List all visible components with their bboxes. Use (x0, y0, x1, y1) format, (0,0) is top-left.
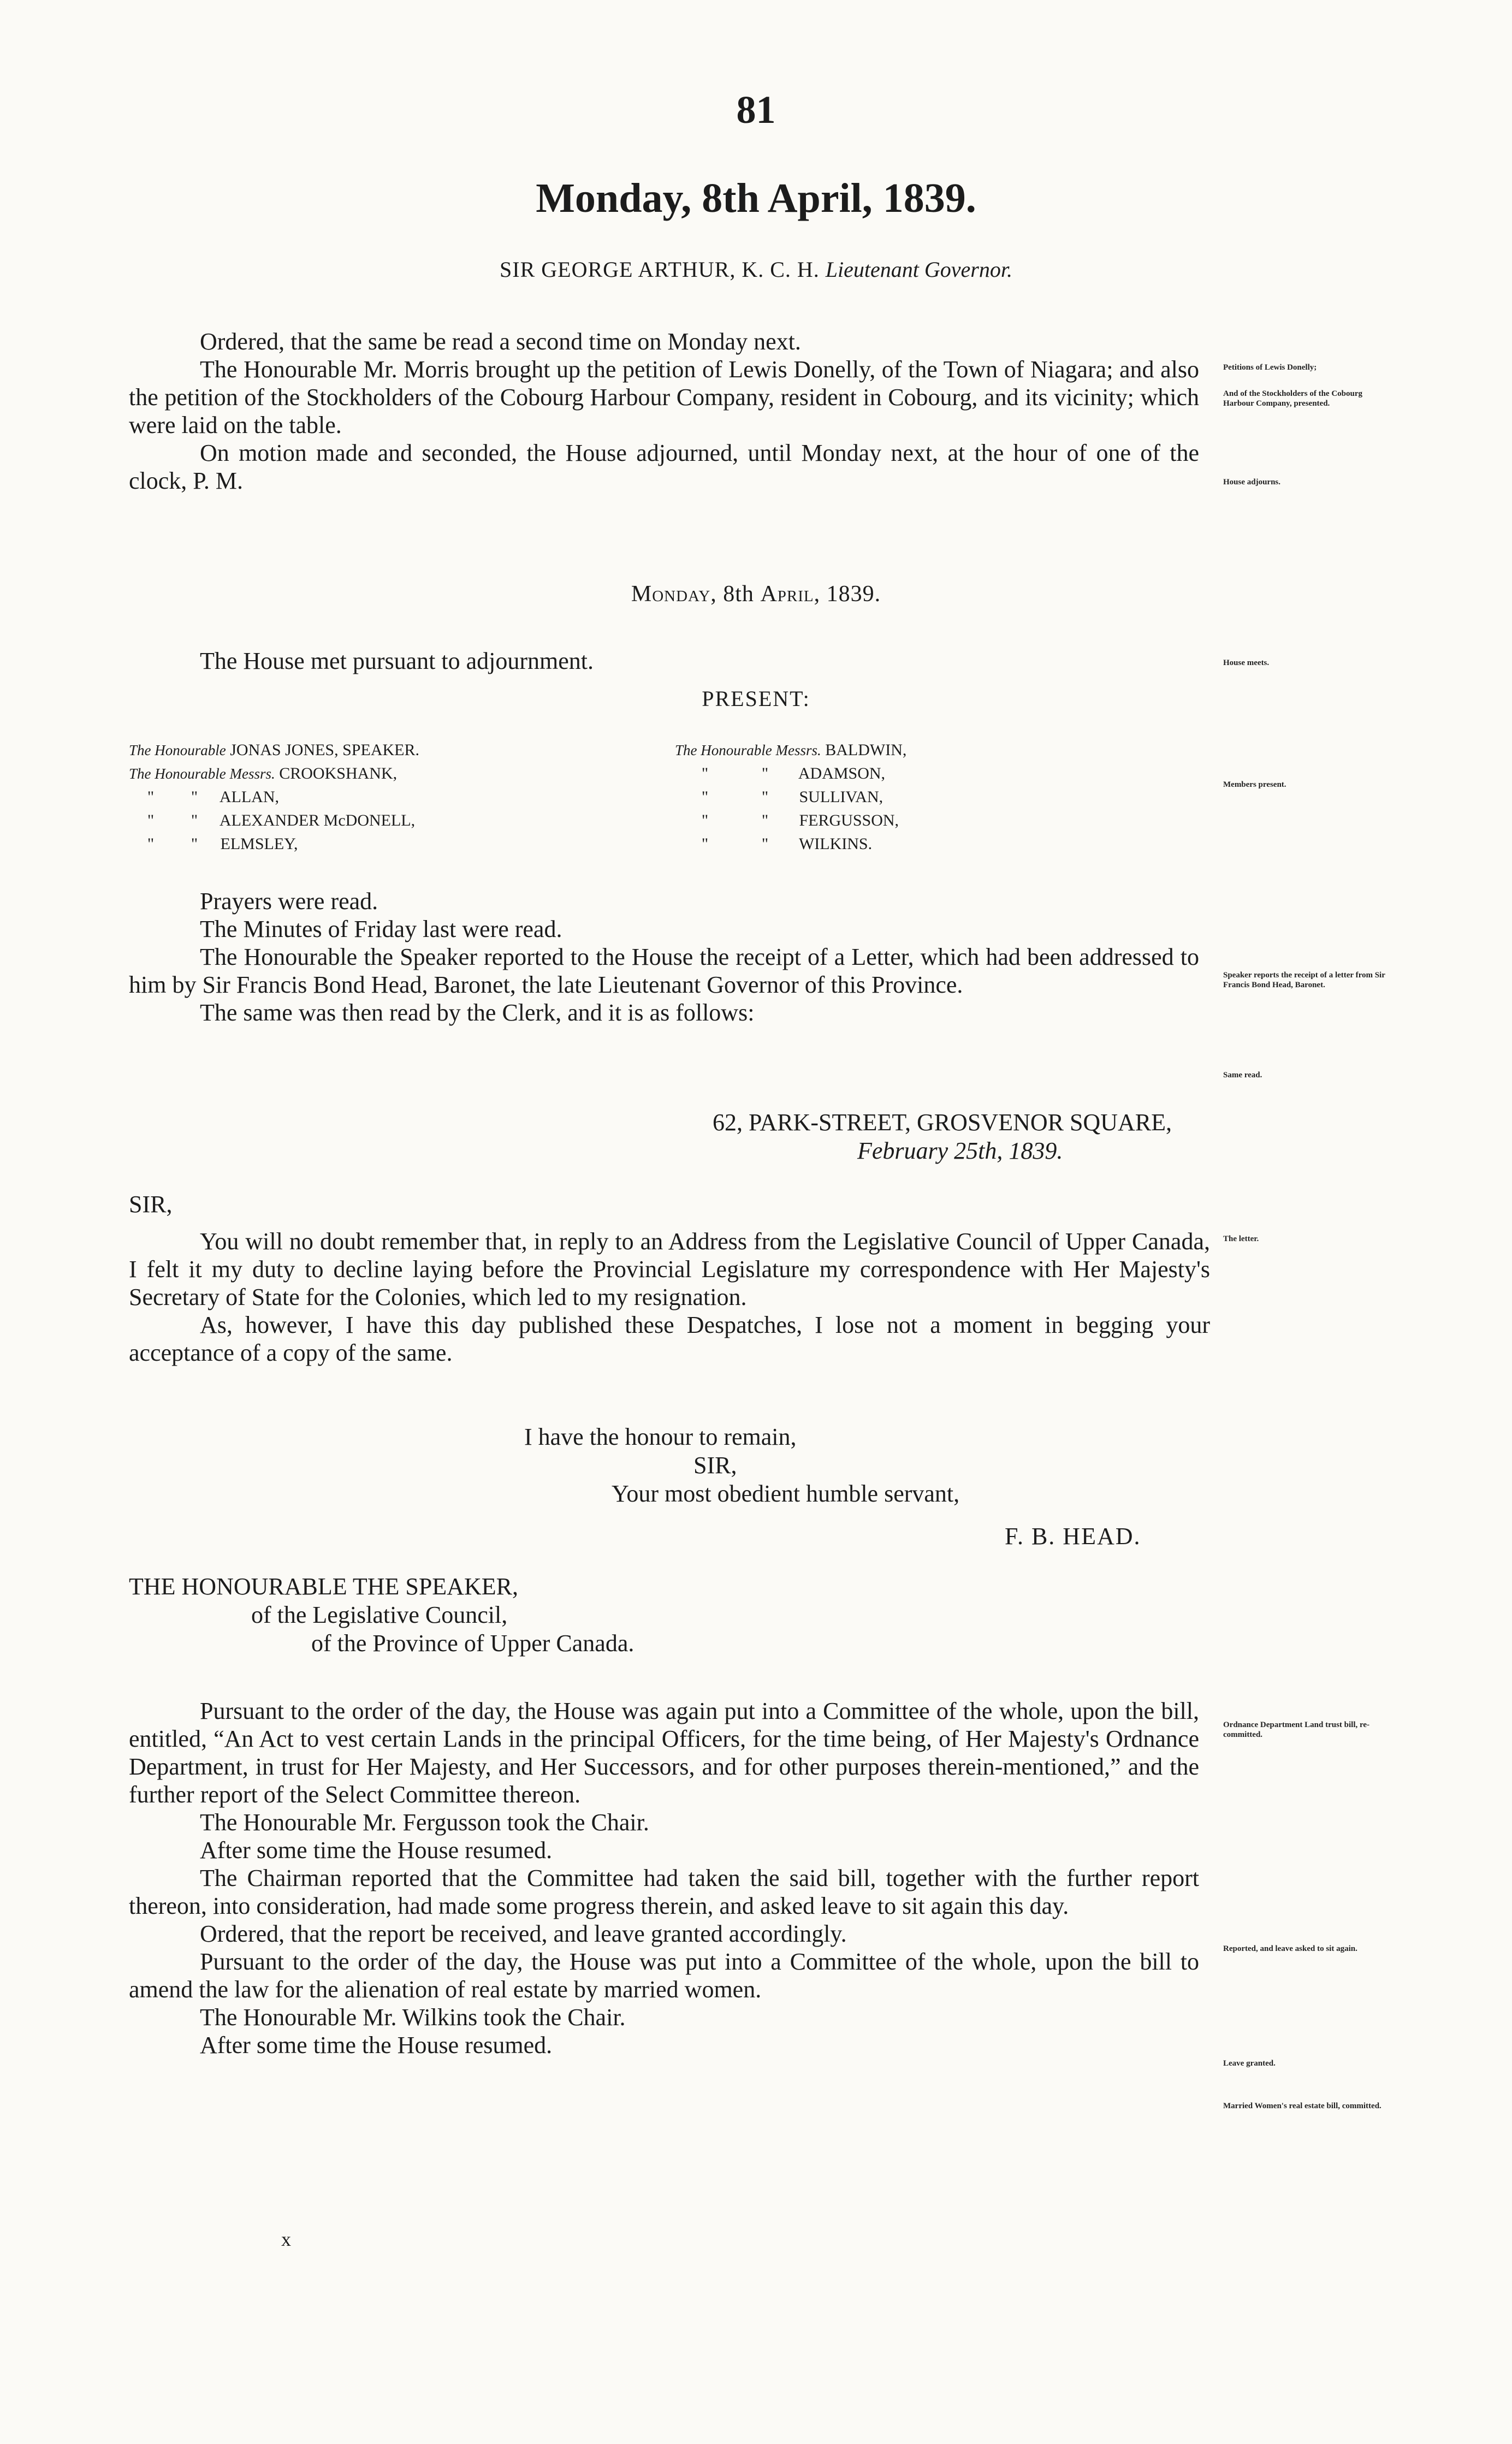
section-date-rest: , 8th (710, 582, 761, 607)
paragraph-house-met: The House met pursuant to adjournment. (200, 648, 594, 674)
paragraph-report-received: Ordered, that the report be received, and leave granted accordingly. (200, 1920, 847, 1947)
member-row: " " WILKINS. (701, 835, 873, 853)
letter-closing-1: I have the honour to remain, (524, 1423, 797, 1450)
governor-line (0, 257, 1512, 282)
section-date (0, 581, 1512, 607)
margin-note-same-read: Same read. (1223, 1071, 1262, 1079)
letter-date: February 25th, 1839. (857, 1137, 1063, 1164)
paragraph-prayers: Prayers were read. (200, 888, 378, 915)
margin-note-members: Members present. (1223, 780, 1286, 789)
paragraph-petitions: The Honourable Mr. Morris brought up the petition of Lewis Donelly, of the Town of Niagara; and also the petition of the Stockholders of the Cobourg Harbour Company, resident in Cobourg, and its vicinity; which were laid on the table. (129, 356, 1199, 438)
margin-note-petitions: Petitions of Lewis Donelly; (1223, 363, 1317, 372)
section-date-month: April (760, 582, 814, 607)
paragraph-chairman-reported: The Chairman reported that the Committee had taken the said bill, together with the further report thereon, into consideration, had made some progress therein, and asked leave to sit again this day. (129, 1865, 1199, 1919)
paragraph-ordnance-bill: Pursuant to the order of the day, the House was again put into a Committee of the whole, upon the bill, entitled, “An Act to vest certain Lands in the principal Officers, for the time being, of Her Majesty's Ordnance Department, in trust for Her Majesty, and Her Successors, and for other purposes therein-mentioned,” and the further report of the Select Committee thereon. (129, 1698, 1199, 1808)
letter-body (129, 1227, 1210, 1367)
paragraph-fergusson-chair: The Honourable Mr. Fergusson took the Chair. (200, 1809, 649, 1836)
paragraph-ordered: Ordered, that the same be read a second time on Monday next. (200, 328, 801, 355)
letter-paragraph-1: You will no doubt remember that, in reply to an Address from the Legislative Council of Upper Canada, I felt it my duty to decline laying before the Provincial Legislature my correspondence with Her Majesty's Secretary of State for the Colonies, which led to my resignation. (129, 1228, 1210, 1310)
margin-note-married: Married Women's real estate bill, committed. (1223, 2102, 1381, 2110)
members-left (129, 738, 419, 856)
paragraph-clerk: The same was then read by the Clerk, and it is as follows: (200, 999, 755, 1026)
member-row: " " ADAMSON, (701, 764, 886, 782)
paragraph-house-resumed: After some time the House resumed. (200, 1837, 553, 1864)
margin-note-stockholders: And of the Stockholders of the Cobourg Harbour Company, presented. (1223, 389, 1363, 408)
margin-note-reported: Reported, and leave asked to sit again. (1223, 1944, 1357, 1953)
letter-salutation: SIR, (129, 1191, 173, 1218)
speaker-row: The Honourable JONAS JONES, SPEAKER. (129, 741, 419, 759)
member-row: " " ALLAN, (147, 788, 280, 806)
section-date-year: , 1839. (814, 582, 881, 607)
margin-note-ordnance: Ordnance Department Land trust bill, re-committed. (1223, 1721, 1370, 1739)
margin-note-meets: House meets. (1223, 659, 1270, 667)
letter-address: 62, PARK-STREET, GROSVENOR SQUARE, (713, 1109, 1172, 1136)
section-2 (129, 887, 1199, 1027)
letter-paragraph-2: As, however, I have this day published these Despatches, I lose not a moment in begging your acceptance of a copy of the same. (129, 1312, 1210, 1366)
letter-addressee-3: of the Province of Upper Canada. (311, 1630, 635, 1657)
letter-addressee-2: of the Legislative Council, (251, 1601, 508, 1628)
margin-note-the-letter: The letter. (1223, 1235, 1259, 1243)
member-row: " " ELMSLEY, (147, 835, 298, 853)
paragraph-house-resumed-2: After some time the House resumed. (200, 2032, 553, 2059)
paragraph-married-women-bill: Pursuant to the order of the day, the House was put into a Committee of the whole, upon the bill to amend the law for the alienation of real estate by married women. (129, 1948, 1199, 2003)
present-heading: PRESENT: (702, 686, 810, 711)
governor-name: SIR GEORGE ARTHUR, K. C. H. (500, 257, 820, 282)
member-row: " " FERGUSSON, (701, 811, 899, 829)
member-row: " " ALEXANDER McDONELL, (147, 811, 416, 829)
section-date-day: Monday (631, 582, 711, 607)
margin-note-leave: Leave granted. (1223, 2059, 1276, 2068)
signature-mark: x (281, 2228, 291, 2250)
paragraph-wilkins-chair: The Honourable Mr. Wilkins took the Chair. (200, 2004, 626, 2031)
members-right (675, 738, 906, 856)
member-row: " " SULLIVAN, (701, 788, 884, 806)
member-row: The Honourable Messrs. CROOKSHANK, (129, 764, 398, 782)
house-met-block (129, 647, 1199, 675)
margin-note-adjourns: House adjourns. (1223, 478, 1281, 487)
page-number: 81 (736, 88, 776, 132)
section-3 (129, 1697, 1199, 2059)
paragraph-adjourned: On motion made and seconded, the House adjourned, until Monday next, at the hour of one of the clock, P. M. (129, 440, 1199, 494)
letter-closing-2: SIR, (693, 1452, 737, 1479)
member-row: The Honourable Messrs. BALDWIN, (675, 741, 907, 759)
letter-closing-3: Your most obedient humble servant, (612, 1480, 960, 1507)
margin-note-speaker-reports: Speaker reports the receipt of a letter from Sir Francis Bond Head, Baronet. (1223, 971, 1385, 989)
letter-signature: F. B. HEAD. (1005, 1523, 1141, 1550)
paragraph-minutes: The Minutes of Friday last were read. (200, 916, 562, 942)
letter-addressee-1: THE HONOURABLE THE SPEAKER, (129, 1573, 518, 1600)
page-title: Monday, 8th April, 1839. (536, 175, 976, 221)
governor-title: Lieutenant Governor. (825, 257, 1012, 282)
paragraph-speaker-reported: The Honourable the Speaker reported to the House the receipt of a Letter, which had been addressed to him by Sir Francis Bond Head, Baronet, the late Lieutenant Governor of this Province. (129, 944, 1199, 998)
section-1 (129, 328, 1199, 495)
